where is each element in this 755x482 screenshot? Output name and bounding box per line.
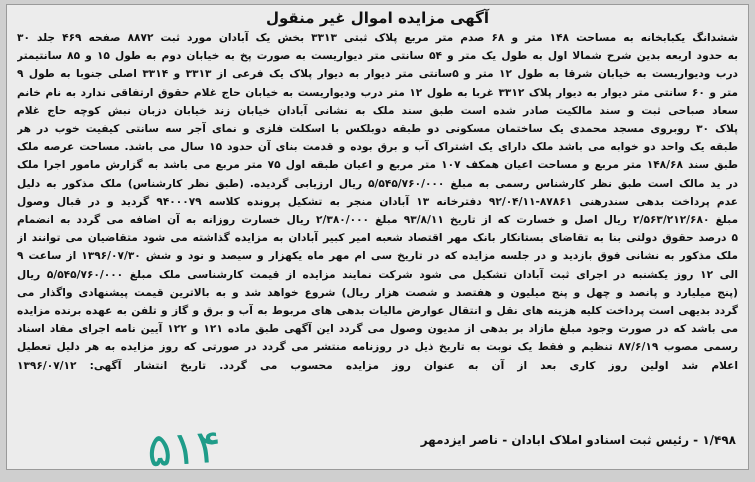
- notice-line: به حدود اربعه بدین شرح شمالا اول به طول یک متر و ۵۴ سانتی متر دیواریست به صورت پخ به خیابان دوم به طول ۱۵ و ۸۵ سانتیمتر: [17, 50, 738, 63]
- notice-line: پلاک ۳۰ روبروی مسجد محمدی یک ساختمان مسکونی دو طبقه دوبلکس با اسکلت فلزی و نمای آجر سه سانتی کیفیت خوب در هر: [17, 123, 738, 136]
- classified-notice-clip: [6, 4, 749, 478]
- notice-signature: ۱/۴۹۸ - رئیس ثبت اسنادو املاک ابادان - ناصر ایزدمهر: [420, 433, 736, 447]
- notice-line: ملک مذکور به نشانی فوق بازدید و در جلسه مزایده که در تاریخ سی ام مهر ماه یکهزار و سیصد و نود و شش ۱۳۹۶/۰۷/۳۰ از ساعت ۹: [17, 250, 738, 263]
- notice-line: درب ودیواریست به خیابان شرقا به طول ۱۲ متر و ۵سانتی متر دیوار به دیوار پلاک یک فرعی از ۳۳۱۳ و ۳۳۱۴ اصلی جنوبا به طول ۹: [17, 68, 738, 81]
- notice-line: رسمی مصوب ۸۷/۶/۱۹ تنظیم و فقط یک نوبت به تاریخ ذیل در روزنامه منتشر می گردد در صورتی که روز مزایده به هر دلیل تعطیل: [17, 341, 738, 354]
- notice-line: متر و ۶۰ سانتی متر دیوار به دیوار پلاک ۳۳۱۲ غربا به طول ۱۲ متر درب ودیواریست به خیابان حاج غلام حقوق ارتفاقی ندارد به نام خانم: [17, 86, 738, 99]
- handwritten-number: ۵۱۴: [145, 418, 223, 478]
- notice-line: سعاد صباحی ثبت و سند مالکیت صادر شده است طبق سند ملک به نشانی آبادان خیابان زند خیابان دزبان نبش کوچه حاج غلام: [17, 104, 738, 117]
- notice-title: آگهی مزایده اموال غیر منقول: [265, 9, 490, 27]
- notice-line: ششدانگ یکبابخانه به مساحت ۱۴۸ متر و ۶۸ صدم متر مربع پلاک ثبتی ۳۳۱۳ بخش یک آبادان مورد ثبت ۸۸۷۲ صفحه ۴۶۹ جلد ۳۰: [17, 32, 738, 44]
- notice-line: گردد بدیهی است پرداخت کلیه هزینه های نقل و انتقال عوارض مالیات بدهی های مربوط به آب و برق و گاز و تلفن به عهده برنده مزایده: [17, 305, 738, 318]
- notice-line: اعلام شد اولین روز کاری بعد از آن به عنوان روز مزایده محسوب می گردد. تاریخ انتشار آگهی: ۱۳۹۶/۰۷/۱۲: [17, 359, 738, 372]
- notice-line: (پنج میلیارد و پانصد و چهل و پنج میلیون و هفتصد و شصت هزار ریال) شروع خواهد شد و به بالاترین قیمت پیشنهادی واگذار می: [17, 286, 738, 299]
- notice-line: الی ۱۲ روز یکشنبه در اجرای ثبت آبادان تشکیل می شود شرکت نمایند مزایده از قیمت کارشناسی ملک مبلغ ۵/۵۴۵/۷۶۰/۰۰۰ ریال: [17, 268, 738, 281]
- notice-line: ۵ درصد حقوق دولتی بنا به تقاضای بستانکار بانک مهر اقتصاد شعبه امیر کبیر آبادان به مزایده گذاشته می شود متقاضیان می توانند از: [17, 232, 738, 245]
- notice-body: [17, 29, 738, 375]
- notice-line: می باشد که در صورت وجود مبلغ مازاد بر بدهی از مدیون وصول می گردد این آگهی طبق ماده ۱۲۱ و ۱۲۲ آیین نامه اجرای مفاد اسناد: [17, 323, 738, 336]
- notice-line: مبلغ ۲/۵۶۳/۲۱۲/۶۸۰ ریال اصل و خسارت که از تاریخ ۹۳/۸/۱۱ مبلغ ۲/۳۸۰/۰۰۰ ریال خسارت روزانه به آن اضافه می گردد به انضمام: [17, 214, 738, 227]
- notice-line: طبق سند ۱۴۸/۶۸ متر مربع و مساحت اعیان همکف ۱۰۷ متر مربع و اعیان طبقه اول ۷۵ متر مربع می باشد به گزارش مامور اجرا ملک: [17, 159, 738, 172]
- notice-line: طبقه یک واحد دو خوابه می باشد ملک دارای یک اشتراک آب و برق بوده و قدمت بنای آن حدود ۱۵ سال می باشد. مساحت عرصه ملک: [17, 141, 738, 154]
- notice-line: در ید مالک است طبق نظر کارشناس رسمی به مبلغ ۵/۵۴۵/۷۶۰/۰۰۰ ریال ارزیابی گردیده. (طبق نظر کارشناس) ملک مذکور به دلیل: [17, 177, 738, 190]
- notice-line: عدم پرداخت بدهی سندرهنی ۸۷۸۶۱-۹۲/۰۴/۱۱ دفترخانه ۱۳ آبادان منجر به تشکیل پرونده کلاسه ۹۴۰۰۰۷۹ گردید و در قبال وصول: [17, 195, 738, 208]
